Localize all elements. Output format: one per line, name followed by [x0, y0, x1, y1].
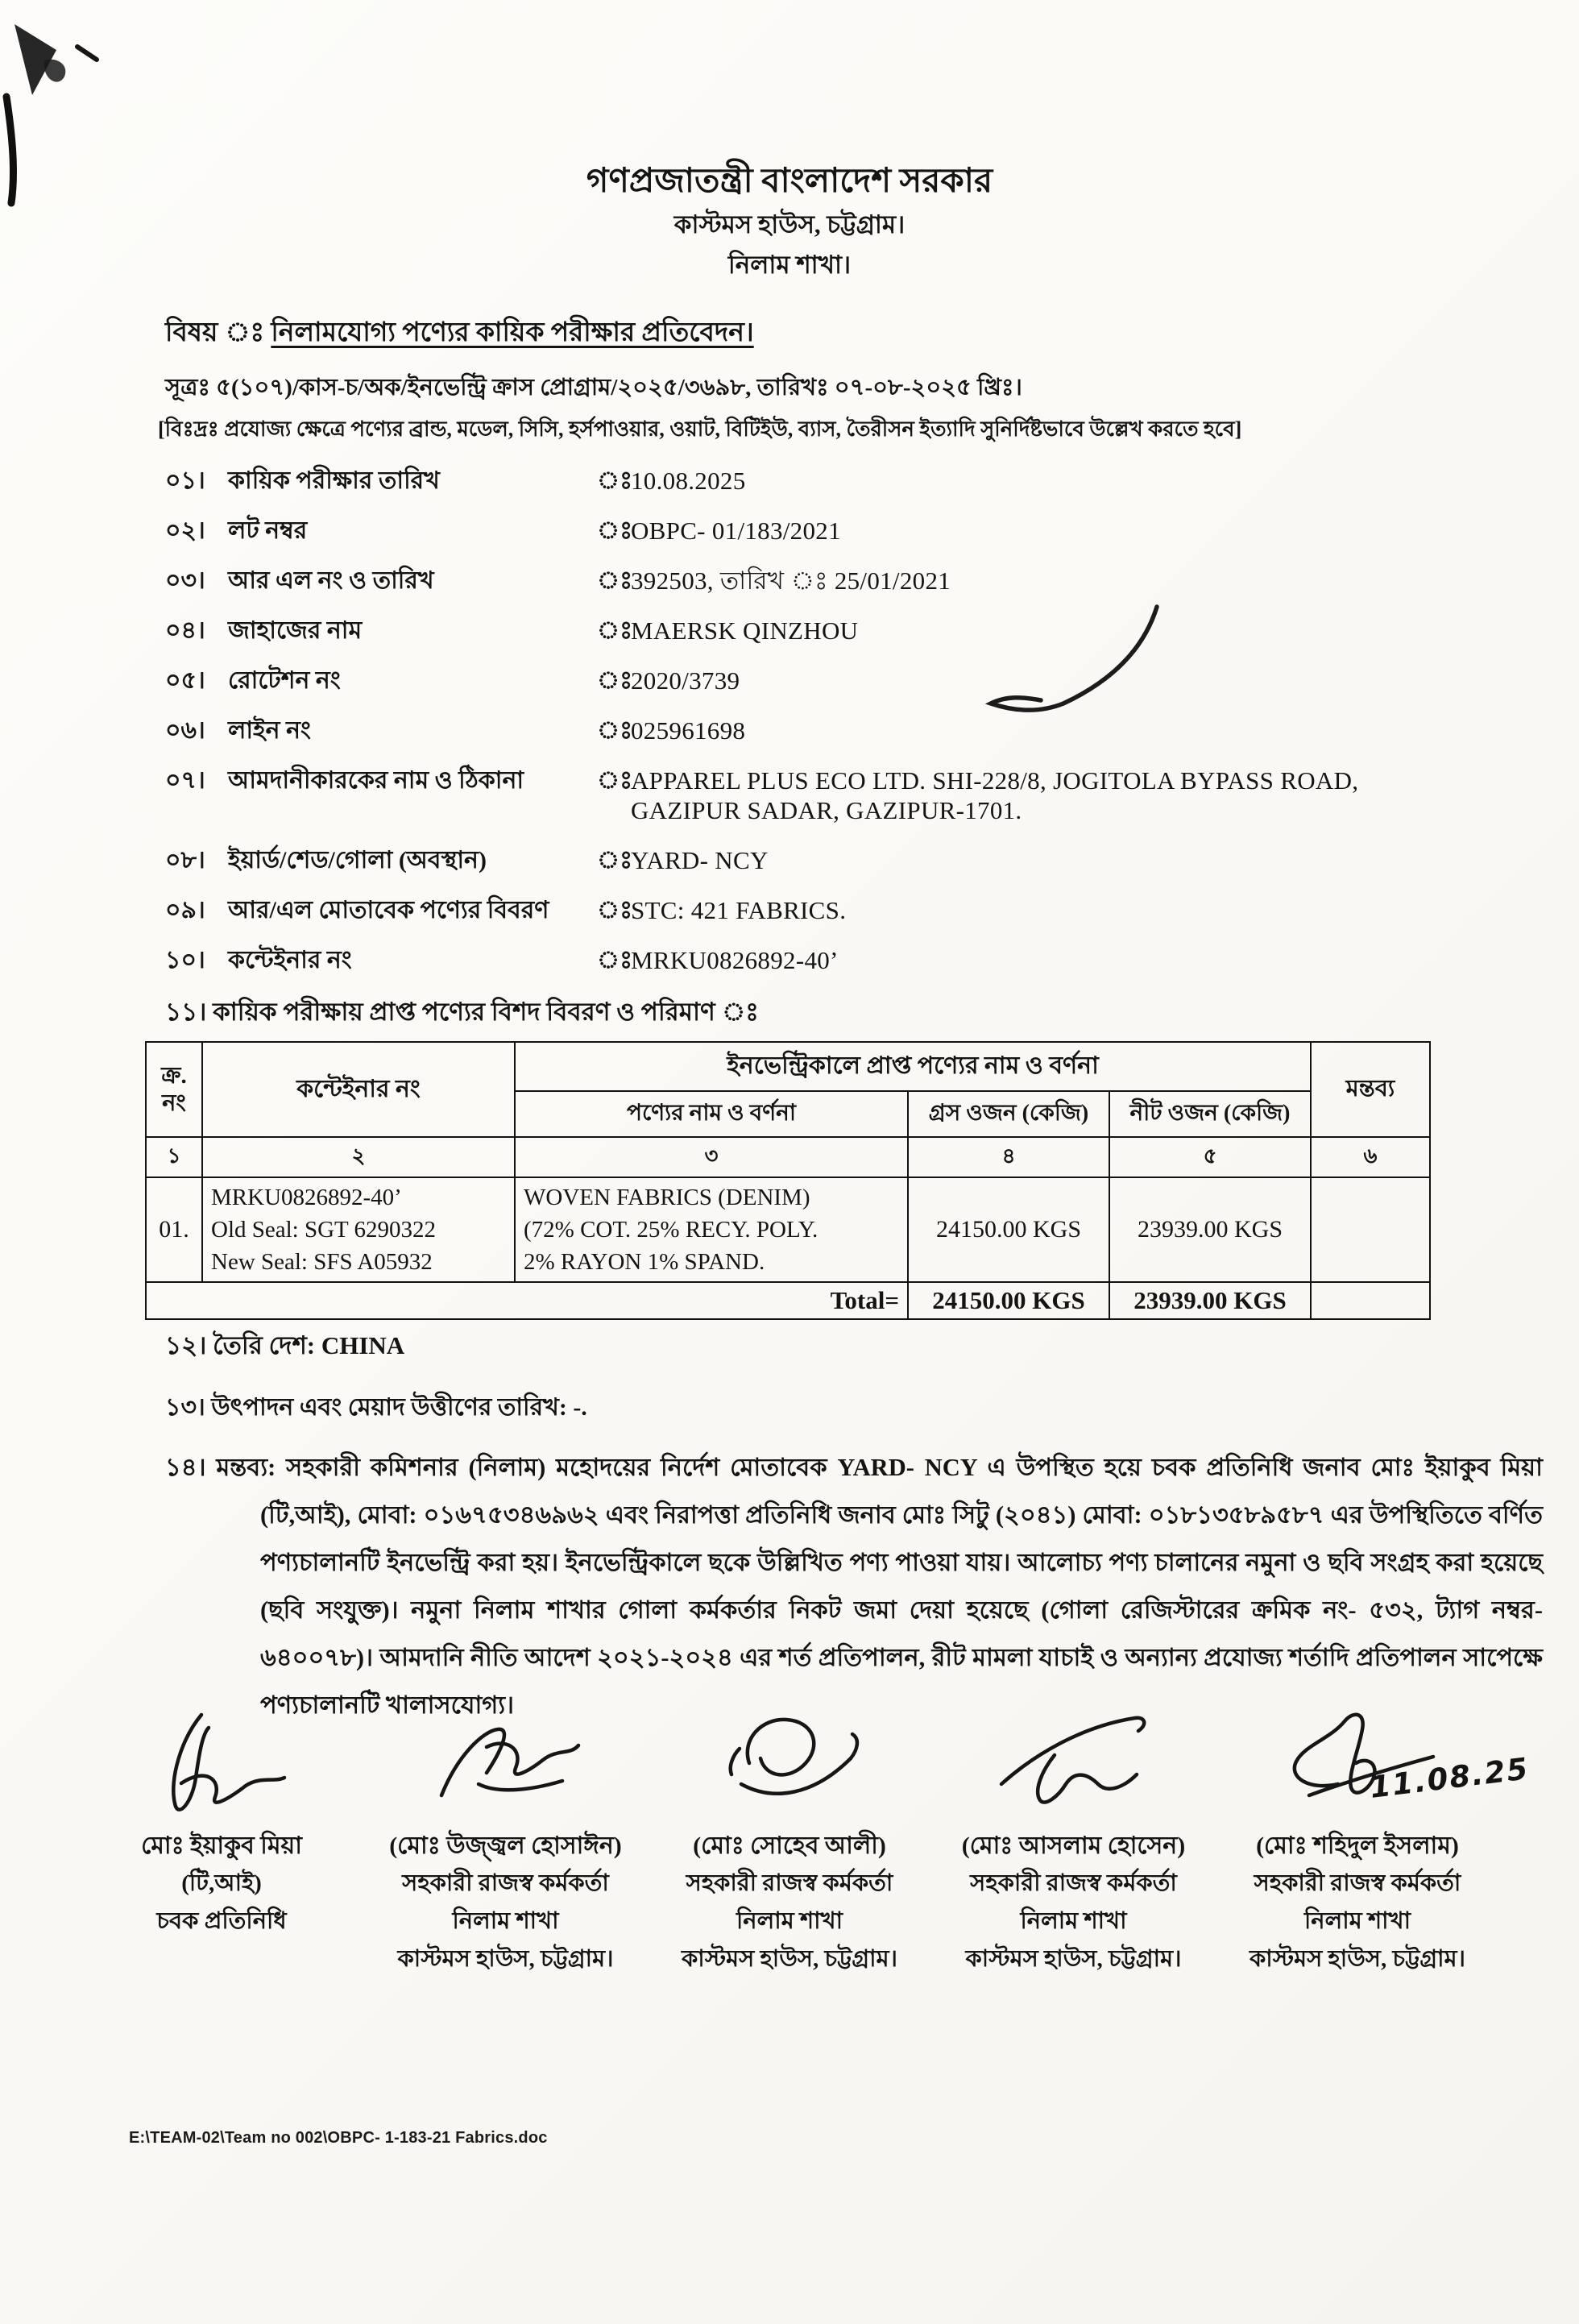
signature-row [89, 1707, 1490, 1978]
field-label: কায়িক পরীক্ষার তারিখ [228, 467, 440, 494]
signature-scribble [969, 1707, 1179, 1828]
signature-block-aro-2 [657, 1707, 922, 1978]
item-12-country-of-origin: ১২। তৈরি দেশ: CHINA [165, 1331, 405, 1359]
table-row [146, 1177, 1430, 1282]
item-14-number: ১৪। [165, 1454, 206, 1481]
signatory-title: নিলাম শাখা [736, 1908, 843, 1934]
field-number: ১০। [165, 947, 205, 973]
field-row-line-number [165, 716, 1446, 745]
col-header-gross-weight: গ্রস ওজন (কেজি) [908, 1091, 1109, 1137]
field-row-vessel-name [165, 616, 1446, 645]
handwritten-date: 11.08.25 [1368, 1751, 1531, 1805]
office-name: কাস্টমস হাউস, চট্টগ্রাম। [673, 210, 906, 239]
field-row-exam-date [165, 466, 1446, 496]
col-header-remark: মন্তব্য [1311, 1042, 1430, 1137]
total-net-weight: 23939.00 KGS [1109, 1282, 1311, 1319]
goods-description-line: (72% COT. 25% RECY. POLY. [524, 1217, 819, 1243]
signature-scribble [685, 1707, 894, 1828]
row-serial: 01. [146, 1177, 202, 1282]
col-header-goods-name: পণ্যের নাম ও বর্ণনা [515, 1091, 908, 1137]
signatory-title: (টি,আই) [181, 1870, 262, 1896]
col-number: ১ [146, 1137, 202, 1177]
subject-text: নিলামযোগ্য পণ্যের কায়িক পরীক্ষার প্রতিবেদন। [271, 318, 754, 347]
subject-prefix: বিষয় ঃ [165, 318, 265, 347]
field-separator: ঃ [597, 567, 633, 594]
new-seal: New Seal: SFS A05932 [211, 1249, 433, 1275]
field-number: ০১। [165, 467, 205, 494]
signatory-title: সহকারী রাজস্ব কর্মকর্তা [402, 1870, 609, 1896]
field-number: ০২। [165, 517, 205, 544]
field-value: STC: 421 FABRICS. [631, 896, 847, 924]
field-label: লট নম্বর [228, 517, 308, 544]
field-number: ০৩। [165, 567, 205, 594]
item-13-production-expiry: ১৩। উৎপাদন এবং মেয়াদ উত্তীণের তারিখ: -. [165, 1394, 587, 1421]
field-label: আমদানীকারকের নাম ও ঠিকানা [228, 767, 524, 794]
section-11-heading: ১১। কায়িক পরীক্ষায় প্রাপ্ত পণ্যের বিশদ বিবরণ ও পরিমাণ ঃ [165, 998, 759, 1026]
signature-block-aro-1 [373, 1707, 639, 1978]
field-value: MRKU0826892-40’ [631, 946, 839, 974]
field-number: ০৮। [165, 847, 205, 874]
signatory-title: কাস্টমস হাউস, চট্টগ্রাম। [1250, 1946, 1465, 1972]
signature-block-aro-4 [1225, 1707, 1490, 1978]
field-row-yard [165, 845, 1446, 875]
total-label: Total= [146, 1282, 908, 1319]
field-separator: ঃ [597, 767, 633, 794]
item-14-text: মন্তব্য: সহকারী কমিশনার (নিলাম) মহোদয়ের নির্দেশ মোতাবেক YARD- NCY এ উপস্থিত হয়ে চবক প্রতিনিধি জনাব মোঃ ইয়াকুব মিয়া (টি,আই), মোবা: ০১৬৭৫৩৪৬৯৬২ এবং নিরাপত্তা প্রতিনিধি জনাব মোঃ সিটু (২০৪১) মোবা: ০১৮১৩৫৮৯৫৮৭ এর উপস্থিতিতে বর্ণিত পণ্যচালানটি ইনভেন্ট্রি করা হয়। ইনভেন্ট্রিকালে ছকে উল্লিখিত পণ্য পাওয়া যায়। আলোচ্য পণ্য চালানের নমুনা ও ছবি সংগ্রহ করা হয়েছে (ছবি সংযুক্ত)। নমুনা নিলাম শাখার গোলা কর্মকর্তার নিকট জমা দেয়া হয়েছে (গোলা রেজিস্টারের ক্রমিক নং- ৫৩২, ট্যাগ নম্বর- ৬৪০০৭৮)। আমদানি নীতি আদেশ ২০২১-২০২৪ এর শর্ত প্রতিপালন, রীট মামলা যাচাই ও অন্যান্য প্রযোজ্য শর্তাদি প্রতিপালন সাপেক্ষে পণ্যচালানটি খালাসযোগ্য। [216, 1454, 1543, 1719]
total-row [146, 1282, 1430, 1319]
field-separator: ঃ [597, 467, 633, 494]
signatory-name: মোঃ ইয়াকুব মিয়া [141, 1832, 302, 1859]
signatory-title: সহকারী রাজস্ব কর্মকর্তা [686, 1870, 893, 1896]
signatory-title: নিলাম শাখা [1020, 1908, 1127, 1934]
field-value: YARD- NCY [631, 846, 769, 874]
field-separator: ঃ [597, 617, 633, 644]
field-number: ০৯। [165, 897, 205, 923]
field-value: APPAREL PLUS ECO LTD. SHI-228/8, JOGITOLA BYPASS ROAD, GAZIPUR SADAR, GAZIPUR-1701. [631, 766, 1359, 824]
field-separator: ঃ [597, 897, 633, 923]
signatory-name: (মোঃ সোহেব আলী) [693, 1832, 886, 1859]
signature-block-aro-3 [941, 1707, 1207, 1978]
field-value: 2020/3739 [631, 666, 740, 695]
total-remark [1311, 1282, 1430, 1319]
item-14-remarks-paragraph [165, 1444, 1543, 1729]
field-separator: ঃ [597, 847, 633, 874]
signatory-title: সহকারী রাজস্ব কর্মকর্তা [1254, 1870, 1461, 1896]
row-remark [1311, 1177, 1430, 1282]
signatory-title: নিলাম শাখা [1304, 1908, 1411, 1934]
signature-scribble [117, 1707, 326, 1828]
document-file-path: E:\TEAM-02\Team no 002\OBPC- 1-183-21 Fabrics.doc [129, 2129, 548, 2147]
branch-name: নিলাম শাখা। [727, 251, 852, 279]
signatory-name: (মোঃ শহিদুল ইসলাম) [1256, 1832, 1459, 1859]
field-value: 025961698 [631, 716, 746, 745]
field-number: ০৫। [165, 667, 205, 694]
goods-description-line: WOVEN FABRICS (DENIM) [524, 1185, 810, 1210]
document-header [0, 158, 1579, 285]
col-header-serial: ক্র. নং [146, 1042, 202, 1137]
field-separator: ঃ [597, 717, 633, 744]
row-container-cell [202, 1177, 515, 1282]
field-label: আর এল নং ও তারিখ [228, 567, 434, 594]
signatory-name: (মোঃ উজ্জ্বল হোসাঈন) [389, 1832, 622, 1859]
field-value: MAERSK QINZHOU [631, 616, 859, 645]
old-seal: Old Seal: SGT 6290322 [211, 1217, 436, 1243]
row-gross-weight: 24150.00 KGS [908, 1177, 1109, 1282]
signatory-name: (মোঃ আসলাম হোসেন) [961, 1832, 1186, 1859]
column-number-row [146, 1137, 1430, 1177]
signatory-title: কাস্টমস হাউস, চট্টগ্রাম। [965, 1946, 1182, 1972]
subject-line [165, 311, 754, 356]
col-number: ৪ [908, 1137, 1109, 1177]
signature-scribble [401, 1707, 611, 1828]
field-label: রোটেশন নং [228, 667, 341, 694]
field-separator: ঃ [597, 517, 633, 544]
field-number: ০৪। [165, 617, 205, 644]
field-separator: ঃ [597, 947, 633, 973]
field-label: লাইন নং [228, 717, 311, 744]
col-header-inventory-group: ইনভেন্ট্রিকালে প্রাপ্ত পণ্যের নাম ও বর্ণনা [515, 1042, 1311, 1091]
field-value: OBPC- 01/183/2021 [631, 517, 841, 545]
field-list [165, 466, 1446, 995]
reference-line: সূত্রঃ ৫(১০৭)/কাস-চ/অক/ইনভেন্ট্রি ক্রাস প্রোগ্রাম/২০২৫/৩৬৯৮, তারিখঃ ০৭-০৮-২০২৫ খ্রিঃ। [165, 375, 1022, 400]
government-title: গণপ্রজাতন্ত্রী বাংলাদেশ সরকার [586, 163, 993, 200]
field-label: কন্টেইনার নং [228, 947, 352, 973]
field-number: ০৭। [165, 767, 205, 794]
field-number: ০৬। [165, 717, 205, 744]
col-number: ২ [202, 1137, 515, 1177]
col-number: ৫ [1109, 1137, 1311, 1177]
row-net-weight: 23939.00 KGS [1109, 1177, 1311, 1282]
signatory-title: চবক প্রতিনিধি [156, 1908, 287, 1934]
signatory-title: নিলাম শাখা [452, 1908, 559, 1934]
field-separator: ঃ [597, 667, 633, 694]
signatory-title: কাস্টমস হাউস, চট্টগ্রাম। [682, 1946, 897, 1972]
container-number: MRKU0826892-40’ [211, 1185, 402, 1210]
field-row-rotation-number [165, 666, 1446, 695]
col-header-container: কন্টেইনার নং [202, 1042, 515, 1137]
signatory-title: কাস্টমস হাউস, চট্টগ্রাম। [397, 1946, 614, 1972]
goods-table [145, 1041, 1431, 1320]
field-row-container-number [165, 945, 1446, 975]
row-description-cell [515, 1177, 908, 1282]
col-header-net-weight: নীট ওজন (কেজি) [1109, 1091, 1311, 1137]
field-row-lot-number [165, 516, 1446, 546]
instruction-note: [বিঃদ্রঃ প্রযোজ্য ক্ষেত্রে পণ্যের ব্রান্ড, মডেল, সিসি, হর্সপাওয়ার, ওয়াট, বিটিইউ, ব্যাস, তৈরীসন ইত্যাদি সুনির্দিষ্টভাবে উল্লেখ করতে হবে] [158, 417, 1242, 441]
total-gross-weight: 24150.00 KGS [908, 1282, 1109, 1319]
col-number: ৬ [1311, 1137, 1430, 1177]
field-label: জাহাজের নাম [228, 617, 363, 644]
field-label: ইয়ার্ড/শেড/গোলা (অবস্থান) [228, 847, 487, 874]
signature-block-cpa-representative [89, 1707, 354, 1978]
field-row-goods-description [165, 895, 1446, 925]
field-value: 392503, তারিখ ঃ 25/01/2021 [631, 566, 951, 595]
signatory-title: সহকারী রাজস্ব কর্মকর্তা [970, 1870, 1177, 1896]
field-label: আর/এল মোতাবেক পণ্যের বিবরণ [228, 897, 549, 923]
col-number: ৩ [515, 1137, 908, 1177]
field-row-rl-number [165, 566, 1446, 596]
field-value: 10.08.2025 [631, 467, 746, 495]
goods-description-line: 2% RAYON 1% SPAND. [524, 1249, 765, 1275]
field-row-importer [165, 766, 1446, 825]
